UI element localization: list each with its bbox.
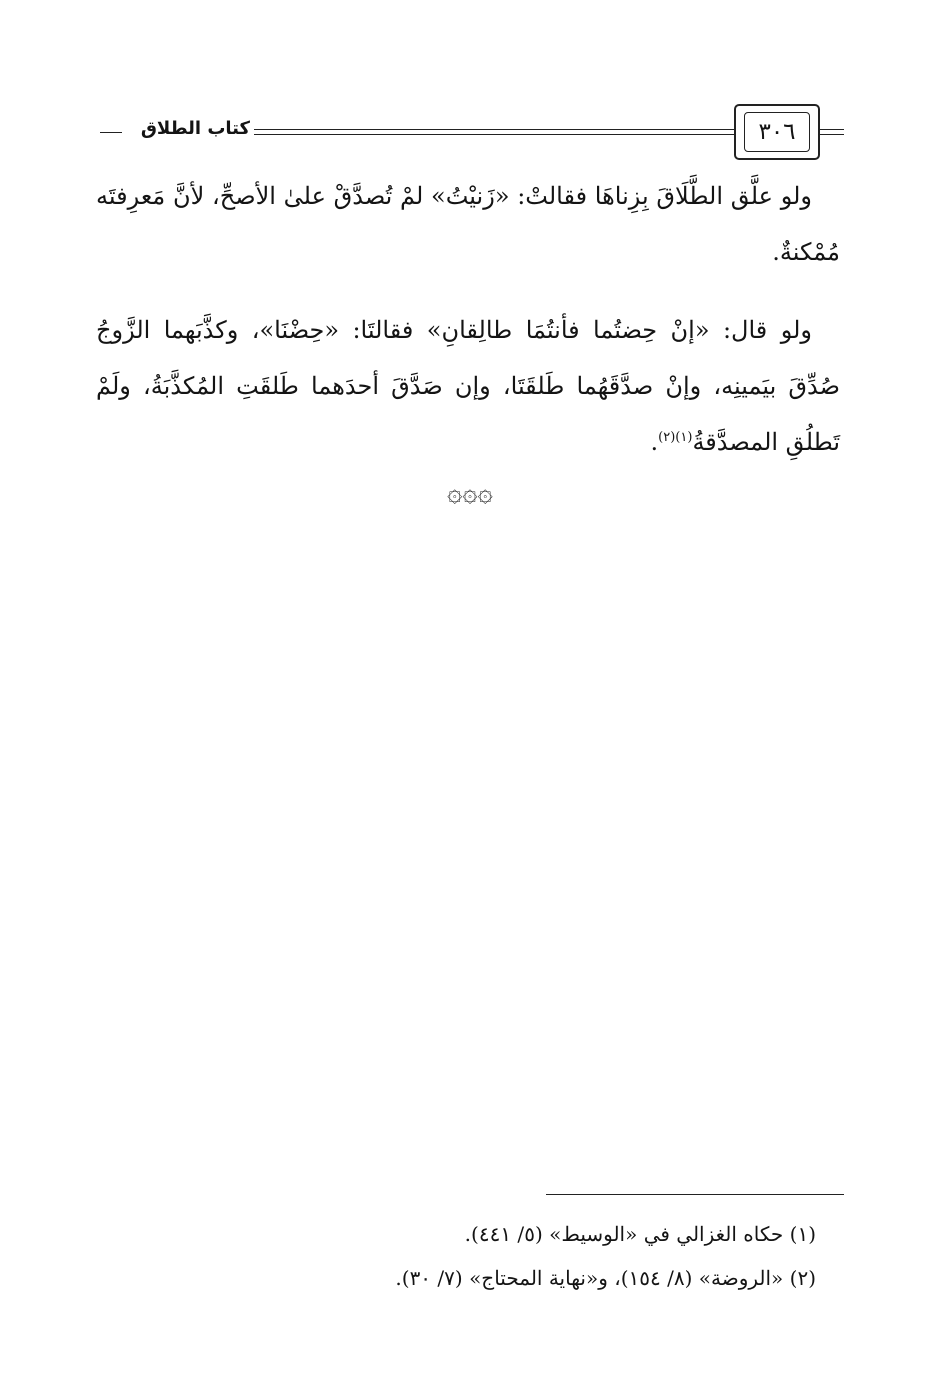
page-number-frame bbox=[734, 104, 820, 160]
footnote-reference: (١)(٢) bbox=[658, 430, 693, 445]
closing-punctuation: . bbox=[650, 428, 659, 456]
section-divider-ornament: ۞۞۞ bbox=[447, 478, 493, 508]
header-rule-left bbox=[100, 132, 122, 133]
footnote-separator bbox=[546, 1194, 844, 1195]
paragraph-2 bbox=[96, 302, 840, 470]
paragraph-2-text: ولو قال: «إنْ حِضتُما فأنتُمَا طالِقانِ» فقالتَا: «حِضْنَا»، وكذَّبَهما الزَّوجُ صُدِّقَ بيَمينِه، وإنْ صدَّقَهُما طَلقَتَا، وإن صَدَّقَ أحدَهما طَلقَتِ المُكذَّبَةُ، ولَمْ تَطلُقِ المصدَّقةُ bbox=[96, 316, 840, 456]
footnotes bbox=[96, 1212, 816, 1300]
page-header bbox=[100, 96, 844, 164]
body-text bbox=[96, 168, 840, 492]
header-rule-right bbox=[824, 129, 844, 135]
running-title: كتاب الطلاق bbox=[140, 118, 250, 139]
footnote-1: (١) حكاه الغزالي في «الوسيط» (٥/ ٤٤١). bbox=[464, 1222, 816, 1246]
page-number: ٣٠٦ bbox=[744, 112, 810, 152]
paragraph-1: ولو علَّق الطَّلَاقَ بِزِناهَا فقالتْ: «زَنيْتُ» لمْ تُصدَّقْ علىٰ الأصحِّ، لأنَّ مَعرِفتَه مُمْكنةٌ. bbox=[96, 182, 840, 266]
footnote-2: (٢) «الروضة» (٨/ ١٥٤)، و«نهاية المحتاج» (٧/ ٣٠). bbox=[395, 1266, 816, 1290]
